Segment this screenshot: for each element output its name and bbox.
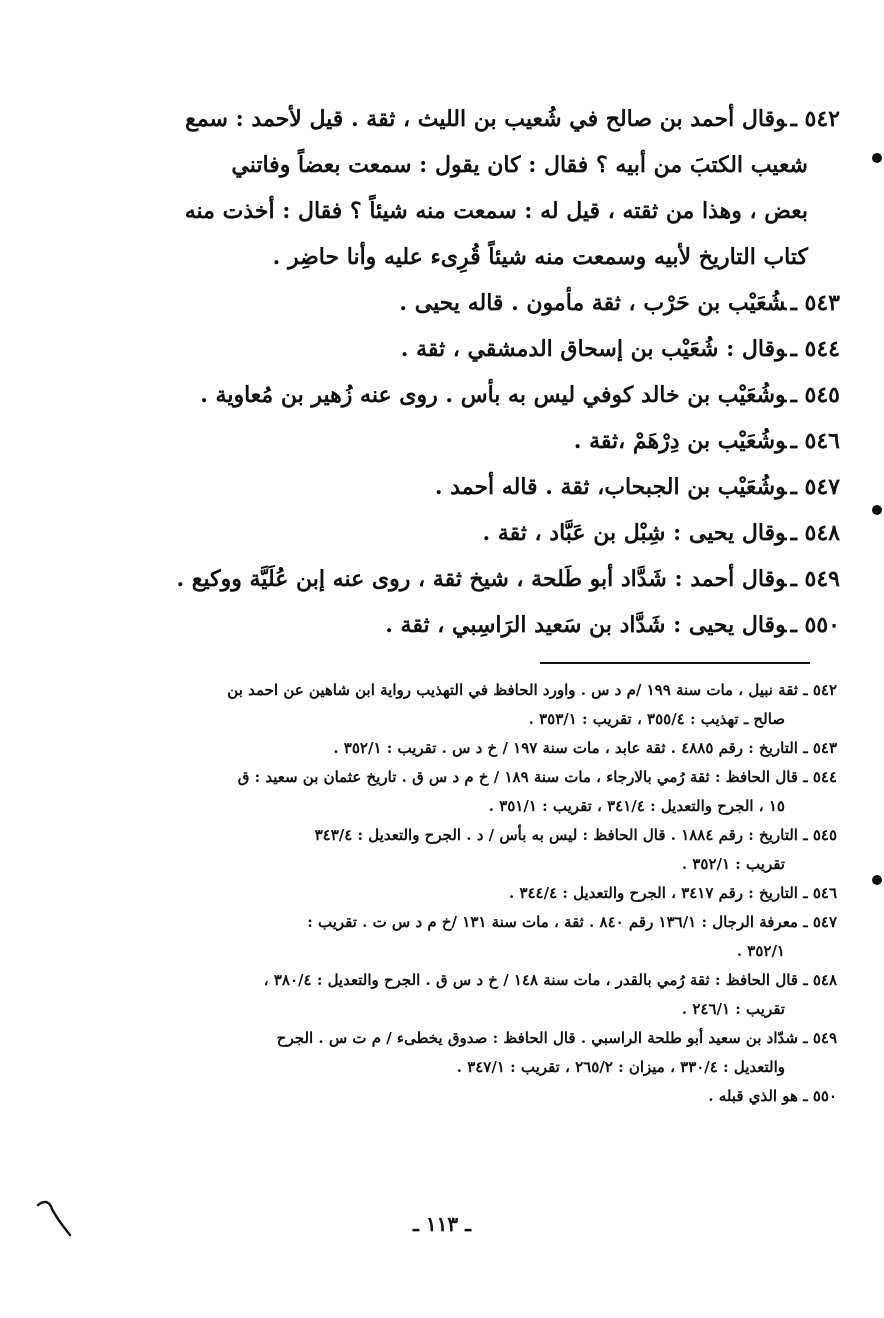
footnote-text: هو الذي قبله . xyxy=(708,1087,798,1105)
entry-549 xyxy=(105,556,840,602)
entry-line: كتاب التاريخ لأبيه وسمعت منه شيئاً قُرِىء عليه وأنا حاضِر . xyxy=(272,244,808,270)
footnote-545 xyxy=(115,821,837,879)
footnote-text: معرفة الرجال : ١٣٦/١ رقم ٨٤٠ . ثقة ، مات سنة ١٣١ /خ م د س ت . تقريب : xyxy=(307,913,798,931)
entry-number: ٥٤٨ ـ xyxy=(790,520,840,546)
page-number: ـ ١١٣ ـ xyxy=(413,1212,471,1236)
footnote-543 xyxy=(115,734,837,763)
footnote-text: ثقة نبيل ، مات سنة ١٩٩ /م د س . واورد الحافظ في التهذيب رواية ابن شاهين عن احمد بن xyxy=(227,681,798,699)
entry-number: ٥٤٩ ـ xyxy=(790,566,840,592)
footnote-line: صالح ـ تهذيب : ٣٥٥/٤ ، تقريب : ٣٥٣/١ . xyxy=(528,710,785,728)
entry-number: ٥٥٠ ـ xyxy=(790,612,840,638)
footnote-number: ٥٤٥ ـ xyxy=(803,826,837,844)
footnote-text: التاريخ : رقم ٤٨٨٥ . ثقة عابد ، مات سنة ١٩٧ / خ د س . تقريب : ٣٥٢/١ . xyxy=(333,739,798,757)
footnote-544 xyxy=(115,763,837,821)
entry-number: ٥٤٤ ـ xyxy=(790,336,840,362)
footnote-548 xyxy=(115,966,837,1024)
footnote-550 xyxy=(115,1082,837,1111)
footnote-text: التاريخ : رقم ٣٤١٧ ، الجرح والتعديل : ٣٤٤/٤ . xyxy=(508,884,798,902)
footnote-number: ٥٤٨ ـ xyxy=(803,971,837,989)
footnote-line xyxy=(115,879,837,908)
entry-number: ٥٤٦ ـ xyxy=(790,428,840,454)
entry-text: وقال يحيى : شَدَّاد بن سَعيد الرَاسِبي ، ثقة . xyxy=(385,612,787,638)
footnote-text: قال الحافظ : ثقة رُمي بالارجاء ، مات سنة ١٨٩ / خ م د س ق . تاريخ عثمان بن سعيد : ق xyxy=(237,768,798,786)
footnote-text: التاريخ : رقم ١٨٨٤ . قال الحافظ : ليس به بأس / د . الجرح والتعديل : ٣٤٣/٤ xyxy=(314,826,798,844)
entry-line: بعض ، وهذا من ثقته ، قيل له : سمعت منه شيئاً ؟ فقال : أخذت منه xyxy=(184,198,808,224)
entry-line xyxy=(105,96,840,142)
footnote-line: ١٥ ، الجرح والتعديل : ٣٤١/٤ ، تقريب : ٣٥١/١ . xyxy=(488,797,785,815)
footnote-line xyxy=(115,1024,837,1053)
entry-number: ٥٤٥ ـ xyxy=(790,382,840,408)
footnote-number: ٥٤٣ ـ xyxy=(803,739,837,757)
footnote-line: تقريب : ٣٥٢/١ . xyxy=(681,855,785,873)
footnote-number: ٥٥٠ ـ xyxy=(803,1087,837,1105)
footnote-line xyxy=(115,1082,837,1111)
entry-550 xyxy=(105,602,840,648)
entry-543 xyxy=(105,280,840,326)
footnote-line: تقريب : ٢٤٦/١ . xyxy=(681,1000,785,1018)
footnote-line: ٣٥٢/١ . xyxy=(736,942,785,960)
entry-line: شعيب الكتبَ من أبيه ؟ فقال : كان يقول : سمعت بعضاً وفاتني xyxy=(231,152,808,178)
footnote-line xyxy=(115,821,837,850)
footnote-number: ٥٤٤ ـ xyxy=(803,768,837,786)
entry-text: وقال يحيى : شِبْل بن عَبَّاد ، ثقة . xyxy=(482,520,787,546)
footnote-text: شدّاد بن سعيد أبو طلحة الراسبي . قال الحافظ : صدوق يخطىء / م ت س . الجرح xyxy=(276,1029,798,1047)
entry-number: ٥٤٧ ـ xyxy=(790,474,840,500)
footnote-547 xyxy=(115,908,837,966)
entry-text: وشُعَيْب بن خالد كوفي ليس به بأس . روى عنه زُهير بن مُعاوية . xyxy=(200,382,787,408)
entry-text: وشُعَيْب بن دِرْهَمْ ،ثقة . xyxy=(573,428,787,454)
footnote-line xyxy=(115,734,837,763)
footnote-number: ٥٤٦ ـ xyxy=(803,884,837,902)
binding-mark xyxy=(872,875,882,885)
binding-mark xyxy=(872,153,882,163)
footnote-text: قال الحافظ : ثقة رُمي بالقدر ، مات سنة ١٤٨ / خ د س ق . الجرح والتعديل : ٣٨٠/٤ ، xyxy=(263,971,798,989)
pen-mark xyxy=(34,1195,74,1239)
binding-mark xyxy=(872,505,882,515)
footnote-divider xyxy=(540,662,810,664)
footnote-number: ٥٤٢ ـ xyxy=(803,681,837,699)
footnote-line xyxy=(115,966,837,995)
footnote-line: والتعديل : ٣٣٠/٤ ، ميزان : ٢٦٥/٢ ، تقريب : ٣٤٧/١ . xyxy=(456,1058,785,1076)
entry-text: وقال أحمد : شَدَّاد أبو طَلحة ، شيخ ثقة ، روى عنه إبن عُلَيَّة ووكيع . xyxy=(176,566,787,592)
entry-text: وقال : شُعَيْب بن إسحاق الدمشقي ، ثقة . xyxy=(400,336,787,362)
footnote-line xyxy=(115,676,837,705)
entry-number: ٥٤٣ ـ xyxy=(790,290,840,316)
entry-545 xyxy=(105,372,840,418)
entry-text: شُعَيْب بن حَرْب ، ثقة مأمون . قاله يحيى . xyxy=(399,290,787,316)
entry-547 xyxy=(105,464,840,510)
entry-548 xyxy=(105,510,840,556)
footnote-line xyxy=(115,763,837,792)
footnote-number: ٥٤٩ ـ xyxy=(803,1029,837,1047)
footnote-546 xyxy=(115,879,837,908)
entry-text: وقال أحمد بن صالح في شُعيب بن الليث ، ثقة . قيل لأحمد : سمع xyxy=(185,106,787,132)
main-text xyxy=(105,96,840,648)
entry-number: ٥٤٢ ـ xyxy=(790,106,840,132)
footnote-549 xyxy=(115,1024,837,1082)
entry-544 xyxy=(105,326,840,372)
entry-542 xyxy=(105,96,840,280)
footnote-number: ٥٤٧ ـ xyxy=(803,913,837,931)
entry-546 xyxy=(105,418,840,464)
entry-text: وشُعَيْب بن الجبحاب، ثقة . قاله أحمد . xyxy=(434,474,787,500)
footnote-542 xyxy=(115,676,837,734)
footnote-line xyxy=(115,908,837,937)
footnotes xyxy=(115,676,837,1111)
